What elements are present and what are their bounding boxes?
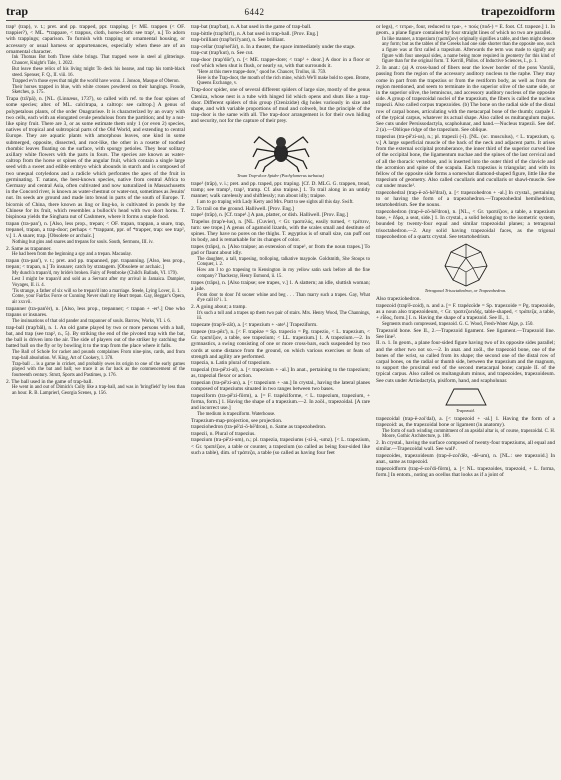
dictionary-entry: trapan (tra-pan'), v. t.; pret. and pp. trapanned, ppr. trapanning. [Also, less prop., trepan; < trapan, n.] To insnare; catch by stratagem. [Obsolete or archaic.] [6, 258, 185, 271]
dictionary-entry: trape¹ (trāp), v. i.; pret. and pp. traped, ppr. traping. [Cf. D. MLG. G. trappen, tread, tramp; see tramp¹, trap¹, tramp. Cf. also traipse.] 1. To trail along in an untidy manner; walk carelessly and shiftlessly; run about idly; traipse. [191, 180, 370, 199]
citation: Trapped ev'n those eyes that might the world have wonn. J. Jonson, Masque of Oberon. [12, 78, 180, 84]
citation: The medium is trapeziform. Waterhouse. [197, 411, 276, 417]
dictionary-entry: trapeziform (tra-pē'zi-fôrm), a. [= F. trapéziforme, < L. trapezium, trapezium, + forma, form.] 1. Having the shape of a trapezium.—2. In zoöl., trapezoidal. [A rare and incorrect use.] [191, 392, 370, 412]
citation: Nothing but gins and snares and trepans for souls. South, Sermons, III. iv. [12, 239, 154, 245]
column-left [6, 24, 185, 776]
dictionary-entry: trape² (trāp), n. [Cf. trape¹.] A pan, platter, or dish. Halliwell. [Prov. Eng.] [191, 212, 348, 219]
dictionary-entry: trap-ball (trap'bâl), n. 1. An old game played by two or more persons with a ball, bat, and trap (see trap², n., 5). By striking the end of the pivoted trap with the bat, the ball is driven into the air. The side of players out of the striker by catching the batted ball on the fly or by bowling it to the trap from the place where it falls. [6, 324, 185, 350]
dictionary-entry: trapezate (trap'ē-zāt), a. [< trapezium + -ate¹.] Trapeziform. [191, 322, 318, 329]
dictionary-entry: trapes (trāps), n. [Also traipse; an extension of trape¹, or from the noun trapes.] To gad or flaunt about idly. [191, 243, 370, 257]
dictionary-entry: trap-door (trap'dōr'), n. [< ME. trappe-dore; < trap¹ + door.] A door in a floor or roof which when shut is flush, or nearly so, with that surrounds it. [191, 56, 370, 70]
dictionary-entry: trapezian (tra-pē'zi-an), a. [< trapezium + -an.] In crystal., having the lateral planes composed of trapeziums situated in two ranges between two bases. [191, 379, 370, 393]
dictionary-entry: trap¹ (trap), v. t.; pret. and pp. trapped, ppr. trapping. [< ME. trappen (< OF. trappier?), < ML. *trappare, < trappus, cloth, horse-cloth: see trap¹, n.] To adorn with trappings; caparison. To furnish with trapping or ornamental housing, or accessory or usual harness or appurtenances, especially when these are of an ornamental character. [6, 24, 185, 55]
dictionary-entry: Trapezoid bone. See II., 2.—Trapezoid ligament. See ligament.—Trapezoid line. See line². [376, 327, 555, 340]
figure-caption: Tetragonal Trisoctahedron, or Trapezohedron. [424, 288, 507, 294]
dictionary-entry: Trapezium-map-projection, see projection. [191, 417, 283, 424]
citation: The daughter, a tall, trapesing, trolloping, talkative maypole. Goldsmith, She Stoops to Conquer, i. 2. [197, 256, 370, 268]
citation: "Here at this mere trappe-dore," quod he. Chaucer, Troilus, iii. 759. [197, 69, 327, 75]
dictionary-entry: 2. In anat.: (a) A cross-band of fibers near the lower border of the pons Varolii, passing from the region of the accessory auditory nucleus to the raphe. They may come in part from the trapezius or from the restiform body, as well as from the region mentioned, and seem to terminate in the superior olive of the same side, or in the superior olive, the lemniscus, and accessory auditory nucleus of the opposite side. A group of trapezoidal nuclei of the trapezium, the fibers is called the nucleus trapezii. Also called corpus trapezoides. (b) The bone on the radial side of the distal row of carpal bones, articulating with the metacarpal bone of the thumb; carpale I. of the typical carpus, whatever its actual shape. Also called os multangulum majus. See cuts under Persissodactyla, scapholunar, and hand.—Nucleus trapezii. See def. 2 (a).—Oblique ridge of the trapezium. See oblique. [376, 65, 555, 134]
citation: It's such a toll and a trapes up them two pair of stairs. Mrs. Henry Wood, The Channings, iii. [197, 310, 370, 322]
page-number: 6442 [244, 7, 265, 17]
dictionary-entry: 2. In crystal., having the surface composed of twenty-four trapeziums, all equal and similar.—Trapezoidal wall. See wall¹. [376, 440, 555, 453]
citation: Here is the Trap-door, the mouth of the rich mine, which We'll make bold to open. Brome, Queens Exchange, v. [197, 75, 370, 87]
dictionary-entry: trap-cellar (trap'sel'ār), n. In a theater, the space immediately under the stage. [191, 43, 356, 50]
dictionary-entry: 2. Same as trapanner. [6, 245, 52, 252]
dictionary-entry: trapezii, n. Plural of trapezius. [191, 430, 256, 437]
figure [191, 127, 370, 178]
dictionary-entry: trapezoides, trapezoideum (trap-ē-zoi'dēz, -dē-um), n. [NL.: see trapezoid.] In anat., same as trapezoid. [376, 452, 555, 466]
citation: Ink Thomas Bot both Three slobe brings. That trapped were in steel al glitteringe. Chaucer, Knight's Tale, 1. 2022. [12, 55, 185, 66]
citation: Their horses trapped in blue, with white crosses powdered on their hangings. Froude, Sketches, p. 175. [12, 84, 185, 96]
column-right [376, 24, 555, 776]
citation: But leave these relics of his living might To deck his hearse, and trap his tomb-black steed. Spenser, F. Q., II. viii. 16. [12, 66, 185, 78]
spider-illustration [251, 127, 311, 173]
citation: Come, your Fairfax Force or Cunning Never shall my Heart trepan. Gay, Beggar's Opera, air xxxvii. [12, 294, 185, 306]
page-header [6, 4, 555, 21]
dictionary-entry: trapeziohedron (tra-pē'zi-ō-hē'dron), n. Same as trapezohedron. [191, 424, 327, 431]
citation: Lest I might be trapan'd and sold as a Servant after my arrival in Jamaica. Dampier, Voyages, II. ii. 4. [12, 276, 185, 288]
citation: Segments much compressed, trapezoid. G. C. Wood, Fresh-Water Alge, p. 150. [382, 321, 534, 327]
dictionary-entry: trapezium (tra-pē'zi-um), n.; pl. trapezia, trapeziums (-zi-ä, -umz). [< L. trapezium, < Gr. τραπέζιον, a table or counter, a trapezium (so called as being four-sided like such a table), dim. of τράπεζα, a table (so called as having four feet [191, 437, 370, 456]
dictionary-entry: trapezoid (trap'ē-zoid), n. and a. [= F. trapézoïde = Sp. trapezoide = Pg. trapezoide, as a noun also trapezoideum, < Gr. τραπεζοειδής, table-shaped, < τράπεζα, a table, + εἶδος, form.] I. n. Having the shape of a trapezoid. See II., 1. [376, 302, 555, 322]
citation: My dunch'a trapan'd, my bride's broken. Fairy of Pembroke (Child's Ballads, VI. 179). [12, 270, 178, 276]
citation: He went in and out of Dimick's Cully like a trap-ball, and was in 'bringfield' by less than an hour. R. B. Lamprierl, Georgia Scenes, p. 156. [12, 385, 185, 396]
dictionary-entry: trapezius (tra-pē'zi-us), n.; pl. trapezii (-ī). [NL. (sc. musculus), < L. trapezium, q. v.] A large superficial muscle of the back of the neck and adjacent parts. It arises from the external occipital protuberance, the inner third of the superior curved line of the occipital bone, the ligamentum nuchae and the spines of the last cervical and of all the thoracic vertebrae, and is inserted into the outer third of the clavicle and the acromion and spine of the scapula. Each trapezius is triangular; and with its fellow of the opposite side forms a somewhat diamond-shaped figure, little like the trapezium of geometry. Also called cucullaris and cucullaris or shawl-muscle. See cut under muscle¹. [376, 133, 555, 190]
citation: The Ball of Schole for racket and pounds complaines From nine-pins, cards, and from trap-ball absolution. W. King, Art of Cookery, l. 378. [12, 350, 185, 361]
right-guide-word: trapezoidform [481, 4, 555, 18]
text-columns [6, 24, 555, 776]
citation: 'Tis strange, a father of six will so be trepan'd into a marriage. Steele, Lying Lover, ii. 1. [12, 288, 181, 294]
dictionary-entry: trapezoidform (trap-ē-zoi'di-fôrm), a. [< NL. trapezoides, trapezoid, + L. forma, form.] In entom., noting an ocellus that looks as if a joint of [376, 465, 555, 478]
dictionary-entry: trap-brilliant (trap'bril'yant), n. See brilliant. [191, 37, 286, 44]
citation: Trap-ball ... is a game in cricket, and probably owes its origin to one of the early games played with the bat and ball; we trace it as far back as the commencement of the fourteenth century. Strutt, Sports and Pastimes, p. 176. [12, 361, 185, 378]
figure [376, 386, 555, 413]
dictionary-entry: trapezia, n. Latin plural of trapezium. [191, 360, 271, 367]
dictionary-entry: trapan (tra-pan'), n. [Also, less prop., trepan; < OF. trapan, trappan, a snare, trap, trepanel, trapan, a trap-door; perhaps < *trappant, ppr. of *trapper, trap: see trap², v.] 1. A snare; trap. [Obsolete or archaic.] [6, 220, 185, 239]
citation: How am I to go trapesing to Kensington in my yellow satin sack before all the fine company? Thackeray, Henry Esmond, ii. 15. [197, 268, 370, 279]
citation: I am to go traping with Lady Kerry and Mrs. Pratt to see sights all this day. Swift. [197, 199, 354, 205]
dictionary-entry: trapezohedral (trap-ē-zō-hē'dral), a. [< trapezohedron + -al.] In crystal., pertaining to or having the form of a trapezohedron.—Trapezohedral hemihedrism, tetartohedrism. See the nouns. [376, 190, 555, 209]
dictionary-entry: trap-cut (trap'kut), n. See cut. [191, 50, 254, 57]
dictionary-entry: Also trapeziohedron. [376, 296, 421, 303]
dictionary-entry: Trap-door spider, one of several different spiders of large size, mostly of the genus Cteniza, whose nest is a tube with hinged lid which opens and shuts like a trap-door. Different spiders of this group (Ctenizidæ) dig holes variously in size and shape, and with variable proportions of mud and cobweb, but the principle of the trap-door is the same with all. The trap-door arrangement is for their own hiding and security, not for the capture of their prey. [191, 87, 370, 125]
trapezohedron-illustration [443, 242, 489, 288]
dictionary-entry: trapeze (tra-pēz'), n. [< F. trapèze = Sp. trapecio = Pg. trapezio, < L. trapezium, < Gr. τραπέζιον, a table, see trapezium; < LL. trapezium.] 1. A trapezium.—2. In gymnastics, a swing consisting of one or more cross-bars, each suspended by two cords at some distance from the ground, on which various exercises or feats of strength and agility are performed. [191, 329, 370, 360]
figure-caption: Texan Trap-door Spider (Pachylomerus turbatus) [237, 172, 324, 178]
dictionary-entry: trapezoidal (trap-ē-zoi'dal), a. [< trapezoid + -al.] 1. Having the form of a trapezoid: as, the trapezoidal bone or ligament (in anatomy). [376, 415, 555, 429]
dictionary-entry: trapes (trāps), n. [Also traipse; see trapes, v.] 1. A slattern; an idle, sluttish woman; a jade. [191, 279, 370, 293]
dictionary-entry: trap-bat (trap'bat), n. A bat used in the game of trap-ball. [191, 24, 312, 30]
trapezoid-illustration [444, 386, 488, 408]
dictionary-entry: Trapelus (trap'e-lus), n. [NL. (Cuvier), < Gr. τραπελός, easily turned, < τρέπειν, turn: see trope.] A genus of agamoid lizards, with the scales small and destitute of spines. They have no pores on the thighs. T. ægyptius is of small size, can puff out its body, and is remarkable for its changes of color. [191, 218, 370, 244]
dictionary-entry: Trapa (trā'pä), n. [NL. (Linnæus, 1737), so called with ref. to the four spines of some species; alter. of ML. calcitrapa, a caltrop: see caltrop.] A genus of polypetalous plants, of the order Onagrarieæ. It is characterized by an ovary with two cells, each with an elongated ovule pendulous from the partition; and by a nut-like spiny fruit. There are 3, or as some estimate them only 1 (or even 2) species, natives of tropical and subtropical parts of the Old World, and extending to central Europe. They are aquatic plants with amorphous leaves, one kind in some submerged, opposite, dissected, and root-like, the other in a rosette of toothed rhombic leaves floating on the surface, with spongy petioles. They bear solitary axillary white flowers with the parts in fours. The species are known as water-caltrop from the horse or spines of the angular fruit, which contain a single large seed with a sweet and edible embryo which abounds in starch and is composed of two unequal cotyledons and a radicle which perforates the apex of the fruit in germinating. T. natans, the best-known species, native from central Africa to Germany and central Asia, often cultivated and now naturalized in Massachusetts in the Concord river, is known as water-chestnut or water-nut, sometimes as Jesuits' nut. Its seeds are ground and made into bread in parts of the south of Europe. T. bicornis of China, there known as ling or ling-ko, is cultivated in ponds by the Chinese for its fruit, which resembles a bullock's head with two short horns. T. bispinosa yields the Singhara nut of Cashmere, where it forms a staple food. [6, 96, 185, 220]
dictionary-entry: 2. A going about; a tramp. [191, 304, 247, 311]
figure [376, 242, 555, 293]
citation: The insinuations of that old pander and trapanner of souls. Barrow, Works, VI. i. 6. [12, 318, 171, 324]
dictionary-entry: 2. To trail on the ground. Halliwell. [Prov. Eng.] [191, 205, 294, 212]
dictionary-entry: 2. The ball used in the game of trap-ball. [6, 378, 93, 385]
citation: He had been from the beginning a spy and a trepan. Macaulay. [12, 252, 132, 258]
column-middle [191, 24, 370, 776]
figure-caption: Trapezoid. [456, 407, 475, 413]
dictionary-entry: trapezial (tra-pē'zi-al), a. [< trapezium + -al.] In anat., pertaining to the trapezium; as, trapezial flexor or action. [191, 367, 370, 380]
dictionary-entry: or legs), < τετρα-, four, reduced to τρα-, + πούς (ποδ-) = E. foot. Cf. trapeze.] 1. In geom., a plane figure contained by four straight lines of which no two are parallel. [376, 24, 555, 37]
dictionary-entry: trapanner (tra-pan'ėr), n. [Also, less prop., trepanner; < trapan + -er¹.] One who trapans or insnares. [6, 306, 185, 319]
citation: From door to door I'd sooner whine and beg . . . Than marry such a trapes. Gay, What d'ye call it? i. 1. [197, 292, 370, 304]
citation: In like manner, a trapezium (τραπέζιον) originally signifies a table, and then might denote any form; but as the tables of the Greeks had one side shorter than the opposite one, such a figure was at first called a trapezium. Afterwards the term was made to signify any figure with four unequal sides, a name being more required in geometry for this kind of figure than for the original form. T. Kerrill, Philos. of Inductive Sciences, I., p. 1. [382, 36, 555, 65]
dictionary-entry: trapezohedron (trap-ē-zō-hē'dron), n. [NL., < Gr. τραπέζιον, a table, a trapezium base, + ἕδρα, a seat, side.] 1. In crystal., a solid belonging to the isometric system, bounded by twenty-four equal and similar trapezoidal planes; a tetragonal trisoctahedron.—2. Any solid having trapezoidal faces, as the trigonal trapezohedron of a quartz crystal. See tetartohedrism. [376, 209, 555, 240]
dictionary-entry: II. n. 1. In geom., a plane four-sided figure having two of its opposite sides parallel; and the other two not so.—2. In anat. and zoöl., the trapezoid bone, one of the bones of the wrist, so called from its shape; the second one of the distal row of carpal bones, on the radial or thumb side, between the trapezium and the magnum, to support the proximal end of the second metacarpal bone; carpale II. of the typical carpus. Also called os multangulum minus, and trapezoides, trapezoideum. See cuts under Artiodactyla, pisiform, hand, and scapholunar. [376, 340, 555, 384]
left-guide-word: trap [6, 4, 28, 18]
citation: The form of such winding commitment of an apsidal altar is, of course, trapezoidal. C. H. Moore, Gothic Architecture, p. 106. [382, 428, 555, 440]
dictionary-entry: trap-bittle (trap'bit'l), n. A bat used in trap-ball. [Prov. Eng.] [191, 30, 319, 37]
